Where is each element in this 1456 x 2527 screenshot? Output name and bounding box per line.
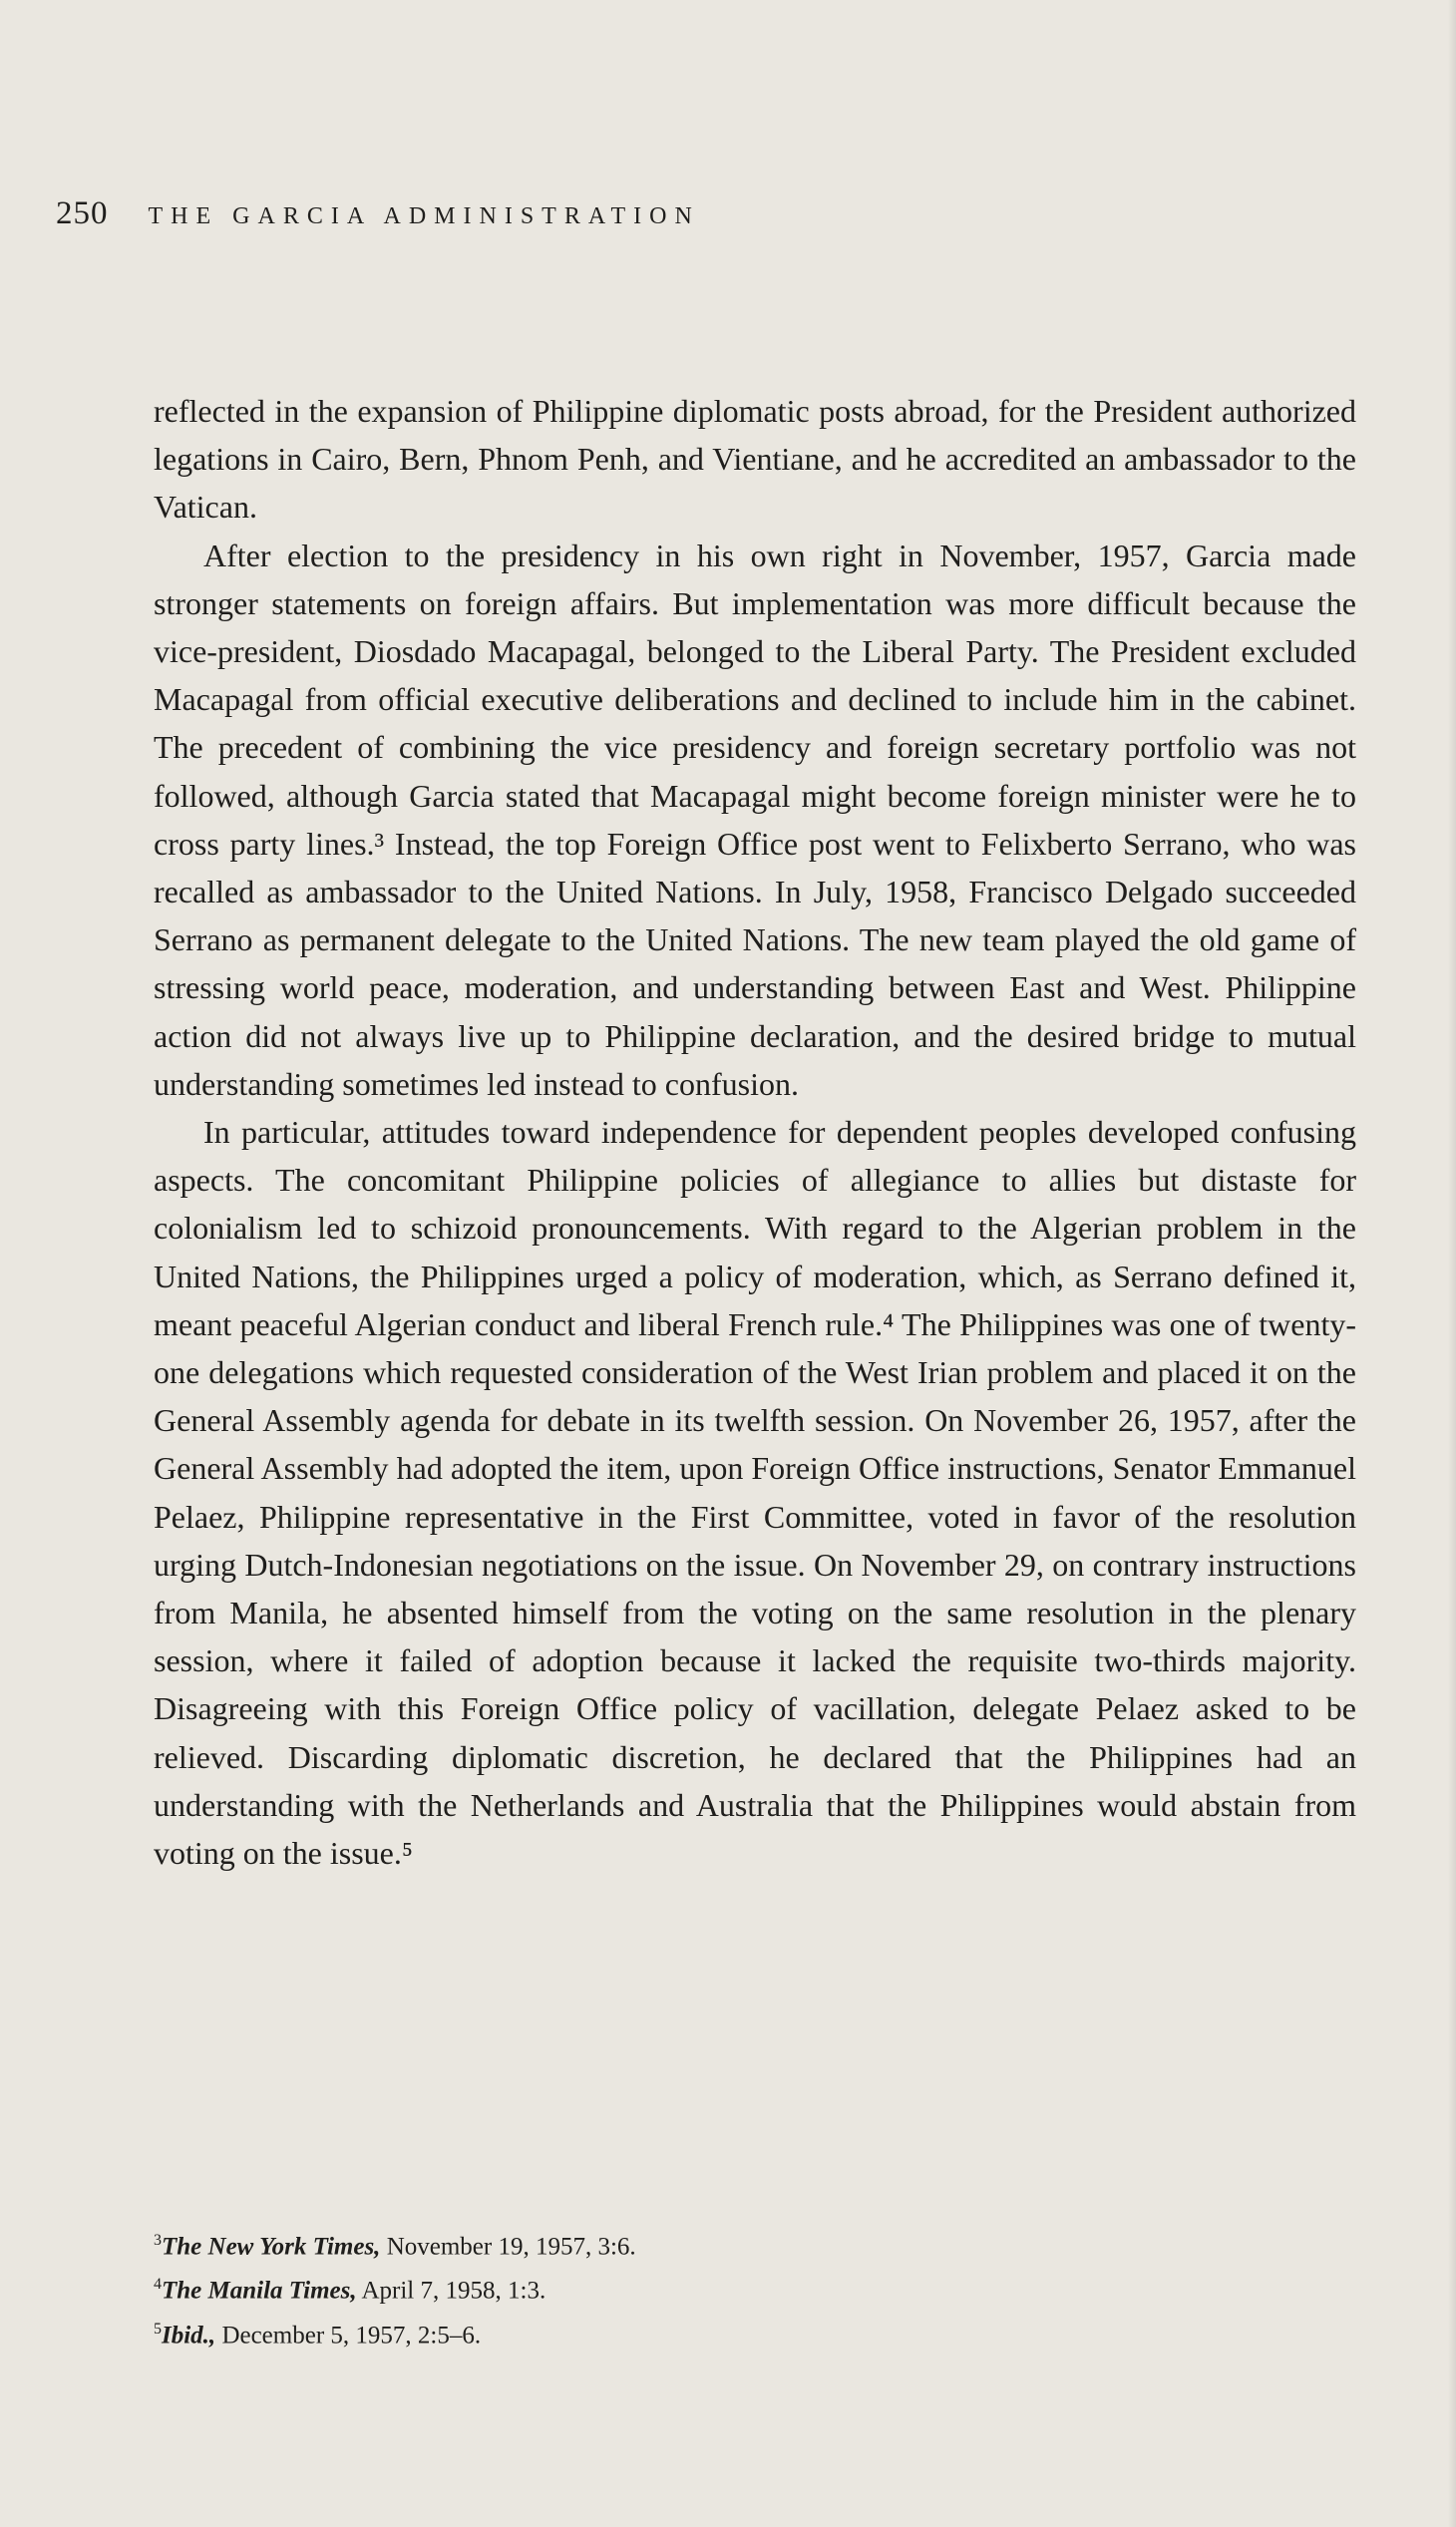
- body-text: [154, 387, 1356, 1877]
- footnote-3: [154, 2222, 1251, 2266]
- paragraph-independence: In particular, attitudes toward independence for dependent peoples developed confusing aspects. The concomitant Philippine policies of allegiance to allies but distaste for colonialism led to schizoid pronouncements. With regard to the Algerian problem in the United Nations, the Philippines urged a policy of moderation, which, as Serrano defined it, meant peaceful Algerian conduct and liberal French rule.⁴ The Philippines was one of twenty-one delegations which requested consideration of the West Irian problem and placed it on the General Assembly agenda for debate in its twelfth session. On November 26, 1957, after the General Assembly had adopted the item, upon Foreign Office instructions, Senator Emmanuel Pelaez, Philippine representative in the First Committee, voted in favor of the resolution urging Dutch-Indonesian negotiations on the issue. On November 29, on contrary instructions from Manila, he absented himself from the voting on the same resolution in the plenary session, where it failed of adoption because it lacked the requisite two-thirds majority. Disagreeing with this Foreign Office policy of vacillation, delegate Pelaez asked to be relieved. Discarding diplomatic discretion, he declared that the Philippines had an understanding with the Netherlands and Australia that the Philippines would abstain from voting on the issue.⁵: [154, 1114, 1356, 1872]
- footnote-source: The New York Times,: [162, 2233, 381, 2261]
- page-edge-shadow: [1448, 0, 1456, 2527]
- footnote-4: [154, 2266, 1251, 2310]
- footnote-source: The Manila Times,: [162, 2277, 357, 2305]
- footnote-detail: November 19, 1957, 3:6.: [380, 2233, 636, 2261]
- paragraph-election: After election to the presidency in his own right in November, 1957, Garcia made stronger statements on foreign affairs. But implementation was more difficult because the vice-president, Diosdado Macapagal, belonged to the Liberal Party. The President excluded Macapagal from official executive deliberations and declined to include him in the cabinet. The precedent of combining the vice presidency and foreign secretary portfolio was not followed, although Garcia stated that Macapagal might become foreign minister were he to cross party lines.³ Instead, the top Foreign Office post went to Felixberto Serrano, who was recalled as ambassador to the United Nations. In July, 1958, Francisco Delgado succeeded Serrano as permanent delegate to the United Nations. The new team played the old game of stressing world peace, moderation, and understanding between East and West. Philippine action did not always live up to Philippine declaration, and the desired bridge to mutual understanding sometimes led instead to confusion.: [154, 537, 1356, 1102]
- paragraph-continued: reflected in the expansion of Philippine diplomatic posts abroad, for the President authorized legations in Cairo, Bern, Phnom Penh, and Vientiane, and he accredited an ambassador to the Vatican.: [154, 393, 1356, 526]
- footnotes: [154, 2222, 1251, 2354]
- footnote-mark: 5: [154, 2320, 162, 2338]
- page-number: 250: [56, 195, 109, 231]
- footnote-detail: December 5, 1957, 2:5–6.: [215, 2321, 482, 2348]
- footnote-source: Ibid.,: [162, 2321, 216, 2348]
- footnote-detail: April 7, 1958, 1:3.: [356, 2277, 546, 2305]
- footnote-5: [154, 2311, 1251, 2354]
- footnote-mark: 4: [154, 2276, 162, 2294]
- footnote-mark: 3: [154, 2232, 162, 2249]
- running-head: [56, 195, 700, 232]
- running-head-title: THE GARCIA ADMINISTRATION: [148, 203, 700, 229]
